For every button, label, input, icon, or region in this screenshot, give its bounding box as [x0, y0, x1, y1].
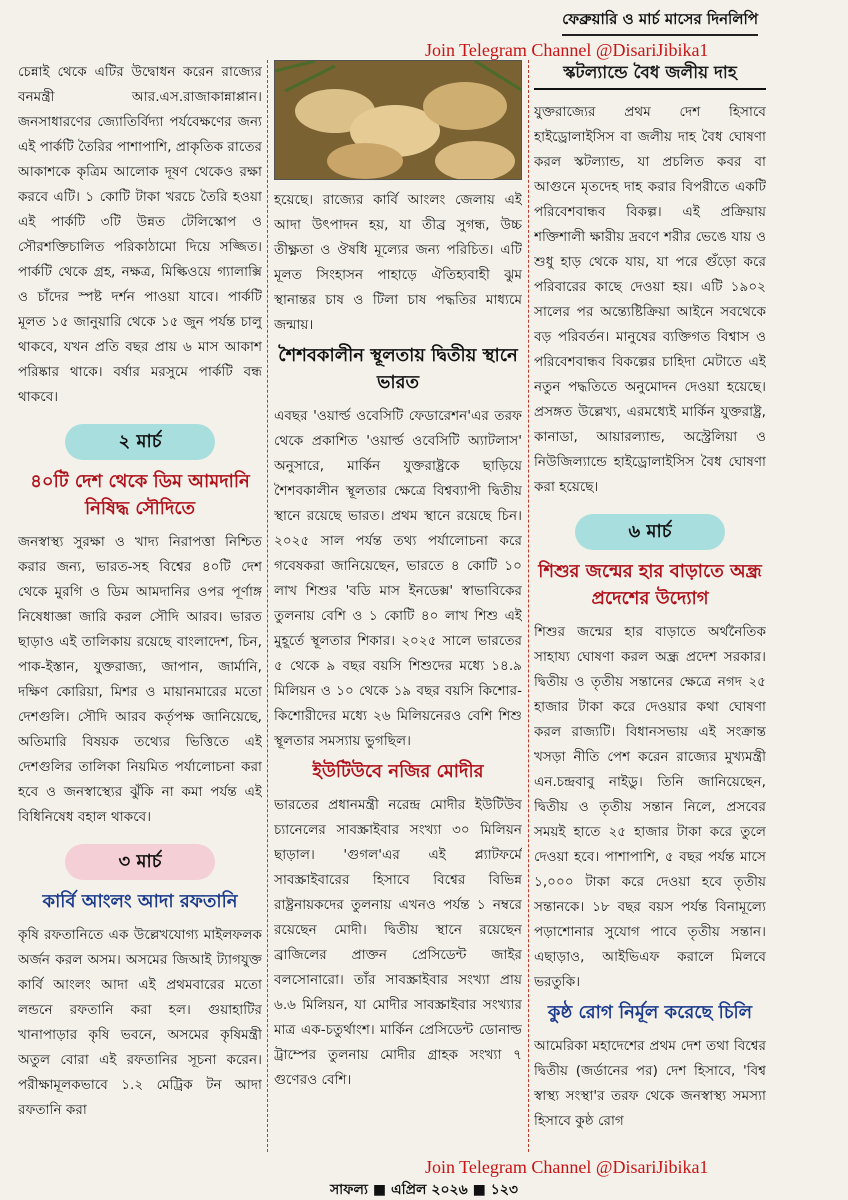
telegram-watermark-top: Join Telegram Channel @DisariJibika1 — [425, 40, 709, 60]
telegram-watermark-bottom: Join Telegram Channel @DisariJibika1 — [425, 1157, 709, 1177]
column-divider — [267, 60, 268, 1152]
running-head: ফেব্রুয়ারি ও মার্চ মাসের দিনলিপি — [562, 8, 758, 36]
story-scotland-water-cremation: যুক্তরাজ্যের প্রথম দেশ হিসাবে হাইড্রোলাইসিস বা জলীয় দাহ বৈধ ঘোষণা করল স্কটল্যান্ড, যা প্রচলিত কবর বা আগুনে মৃতদেহ দাহ করার বিপরীতে একটি পরিবেশবান্ধব বিকল্প। এই প্রক্রিয়ায় শক্তিশালী ক্ষারীয় দ্রবণে শরীর ভেঙে যায় ও শুধু হাড় থেকে যায়, যা পরে গুঁড়ো করে পরিবারের কাছে দেওয়া হয়। এটি ১৯০২ সালের পর অন্ত্যেষ্টিক্রিয়া আইনে সবথেকে বড় পরিবর্তন। মানুষের ব্যক্তিগত বিশ্বাস ও পরিবেশবান্ধব বিকল্পের চাহিদা মেটাতে এই নতুন পদ্ধতিতে অনুমোদন দেওয়া হয়েছে। প্রসঙ্গত উল্লেখ্য, এরমধ্যেই মার্কিন যুক্তরাষ্ট্র, কানাডা, আয়ারল্যান্ড, অস্ট্রেলিয়া ও নিউজিল্যান্ডে হাইড্রোলাইসিস বৈধ ঘোষণা করা হয়েছে। — [534, 104, 766, 495]
date-badge-3-march: ৩ মার্চ — [65, 844, 215, 880]
column-3 — [534, 60, 766, 1152]
headline-scotland-water-cremation: স্কটল্যান্ডে বৈধ জলীয় দাহ — [534, 60, 766, 90]
headline-childhood-obesity: শৈশবকালীন স্থূলতায় দ্বিতীয় স্থানে ভারত — [278, 345, 518, 393]
page-footer: সাফল্য ■ এপ্রিল ২০২৬ ■ ১২৩ — [329, 1182, 519, 1198]
date-badge-2-march: ২ মার্চ — [65, 424, 215, 460]
column-2 — [274, 60, 522, 1152]
story-saudi-egg-ban: জনস্বাস্থ্য সুরক্ষা ও খাদ্য নিরাপত্তা নিশ্চিত করার জন্য, ভারত-সহ বিশ্বের ৪০টি দেশ থেকে মুরগি ও ডিম আমদানির ওপর পূর্ণাঙ্গ নিষেধাজ্ঞা জারি করল সৌদি আরব। ভারত ছাড়াও এই তালিকায় রয়েছে বাংলাদেশ, চিন, পাক-ইস্তান, যুক্তরাজ্য, জাপান, জার্মানি, দক্ষিণ কোরিয়া, মিশর ও মায়ানমারের মতো দেশগুলি। সৌদি আরব কর্তৃপক্ষ জানিয়েছে, অতিমারি বিষয়ক তথ্যের ভিত্তিতে এই দেশগুলির তালিকা নিয়মিত পর্যালোচনা করা হবে ও জনস্বাস্থ্যের ঝুঁকি না কমা পর্যন্ত এই বিধিনিষেধ বহাল থাকবে। — [18, 534, 262, 825]
story-chile-leprosy: আমেরিকা মহাদেশের প্রথম দেশ তথা বিশ্বের দ্বিতীয় (জর্ডানের পর) দেশ হিসাবে, 'বিশ্ব স্বাস্থ্য সংস্থা'র তরফ থেকে জনস্বাস্থ্য সমস্যা হিসাবে কুষ্ঠ রোগ — [534, 1038, 766, 1129]
date-badge-6-march: ৬ মার্চ — [575, 514, 725, 550]
column-1 — [18, 60, 262, 1152]
headline-chile-leprosy: কুষ্ঠ রোগ নির্মূল করেছে চিলি — [547, 1002, 753, 1023]
story-karbi-ginger-continued: হয়েছে। রাজ্যের কার্বি আংলং জেলায় এই আদা উৎপাদন হয়, যা তীব্র সুগন্ধ, উচ্চ তীক্ষ্ণতা ও ঔষধি মূল্যের জন্য পরিচিত। এটি মূলত সিংহাসন পাহাড়ে ঐতিহ্যবাহী ঝুম স্থানান্তর চাষ ও টিলা চাষ পদ্ধতির মাধ্যমে জন্মায়। — [274, 192, 522, 333]
story-andhra-birth-rate: শিশুর জন্মের হার বাড়াতে অর্থনৈতিক সাহায্য ঘোষণা করল অন্ধ্র প্রদেশ সরকার। দ্বিতীয় ও তৃতীয় সন্তানের ক্ষেত্রে নগদ ২৫ হাজার টাকা করে দেওয়ার কথা ঘোষণা করল রাজ্যটি। বিধানসভায় এই সংক্রান্ত খসড়া নীতি পেশ করেন রাজ্যের মুখ্যমন্ত্রী এন.চন্দ্রবাবু নাইডু। তিনি জানিয়েছেন, দ্বিতীয় ও তৃতীয় সন্তান নিলে, প্রসবের সময়ই হাতে ২৫ হাজার টাকা করে তুলে দেওয়া হবে। পাশাপাশি, ৫ বছর পর্যন্ত মাসে ১,০০০ টাকা করে দেওয়া হবে তৃতীয় সন্তানকে। ১৮ বছর বয়স পর্যন্ত বিনামূল্যে পড়াশোনার সুযোগ পাবে তৃতীয় সন্তান। এছাড়াও, আইভিএফ করালে মিলবে ভরতুকি। — [534, 624, 766, 990]
story-karbi-ginger: কৃষি রফতানিতে এক উল্লেখযোগ্য মাইলফলক অর্জন করল অসম। অসমের জিআই ট্যাগযুক্ত কার্বি আংলং আদা এই প্রথমবারের মতো লন্ডনে রফতানি করা হল। গুয়াহাটির খানাপাড়ার কৃষি ভবনে, অসমের কৃষিমন্ত্রী অতুল বোরা এই রফতানির সূচনা করেন। পরীক্ষামূলকভাবে ১.২ মেট্রিক টন আদা রফতানি করা — [18, 927, 262, 1118]
headline-modi-youtube: ইউটিউবে নজির মোদীর — [312, 761, 484, 782]
ginger-photo — [274, 60, 522, 180]
headline-karbi-ginger: কার্বি আংলং আদা রফতানি — [42, 891, 238, 912]
story-childhood-obesity: এবছর 'ওয়ার্ল্ড ওবেসিটি ফেডারেশন'এর তরফ থেকে প্রকাশিত 'ওয়ার্ল্ড ওবেসিটি অ্যাটলাস' অনুসারে, মার্কিন যুক্তরাষ্ট্রকে ছাড়িয়ে শৈশবকালীন স্থূলতার ক্ষেত্রে বিশ্বব্যাপী দ্বিতীয় স্থানে রয়েছে ভারত। প্রথম স্থানে রয়েছে চিন। ২০২৫ সাল পর্যন্ত তথ্য পর্যালোচনা করে গবেষকরা জানিয়েছেন, ভারতে ৪ কোটি ১০ লাখ শিশুর 'বডি মাস ইনডেক্স' স্বাভাবিকের তুলনায় বেশি ও ১ কোটি ৪০ লাখ শিশু এই মুহূর্তে স্থূলতার শিকার। ২০২৫ সালে ভারতের ৫ থেকে ৯ বছর বয়সি শিশুদের মধ্যে ১৪.৯ মিলিয়ন ও ১০ থেকে ১৯ বছর বয়সি কিশোর-কিশোরীদের মধ্যে ২৬ মিলিয়নেরও বেশি শিশু স্থূলতার সমস্যায় ভুগছিল। — [274, 408, 522, 749]
story-modi-youtube: ভারতের প্রধানমন্ত্রী নরেন্দ্র মোদীর ইউটিউব চ্যানেলের সাবস্ক্রাইবার সংখ্যা ৩০ মিলিয়ন ছাড়াল। 'গুগল'এর এই প্ল্যাটফর্মে সাবস্ক্রাইবারের হিসাবে বিশ্বের বিভিন্ন রাষ্ট্রনায়কদের তুলনায় এখনও পর্যন্ত ১ নম্বরে রয়েছেন মোদী। দ্বিতীয় স্থানে রয়েছেন ব্রাজিলের প্রাক্তন প্রেসিডেন্ট জাইর বলসোনারো। তাঁর সাবস্ক্রাইবার সংখ্যা প্রায় ৬.৬ মিলিয়ন, যা মোদীর সাবস্ক্রাইবার সংখ্যার মাত্র এক-চতুর্থাংশ। মার্কিন প্রেসিডেন্ট ডোনাল্ড ট্রাম্পের তুলনায় মোদীর গ্রাহক সংখ্যা ৭ গুণেরও বেশি। — [274, 797, 522, 1088]
intro-paragraph: চেন্নাই থেকে এটির উদ্বোধন করেন রাজ্যের বনমন্ত্রী আর.এস.রাজাকান্নাপ্পান। জনসাধারণের জ্যোতির্বিদ্যা পর্যবেক্ষণের জন্য এই পার্কটি তৈরির পাশাপাশি, প্রাকৃতিক রাতের আকাশকে কৃত্রিম আলোক দূষণ থেকেও রক্ষা করবে এটি। ১ কোটি টাকা খরচে তৈরি হওয়া এই পার্কটি ৩টি উন্নত টেলিস্কোপ ও সৌরশক্তিচালিত পরিকাঠামো দিয়ে সজ্জিত। পার্কটি থেকে গ্রহ, নক্ষত্র, মিল্কিওয়ে গ্যালাক্সি ও চাঁদের স্পষ্ট দর্শন পাওয়া যাবে। পার্কটি মূলত ১৫ জানুয়ারি থেকে ১৫ জুন পর্যন্ত চালু থাকবে, যখন প্রতি বছর প্রায় ৬ মাস আকাশ পরিষ্কার থাকে। বর্ষার মরসুমে পার্কটি বন্ধ থাকবে। — [18, 64, 262, 405]
ginger-illustration — [275, 61, 522, 180]
headline-saudi-egg-ban: ৪০টি দেশ থেকে ডিম আমদানি নিষিদ্ধ সৌদিতে — [30, 471, 250, 519]
column-divider — [528, 60, 529, 1152]
headline-andhra-birth-rate: শিশুর জন্মের হার বাড়াতে অন্ধ্র প্রদেশের উদ্যোগ — [538, 561, 762, 609]
